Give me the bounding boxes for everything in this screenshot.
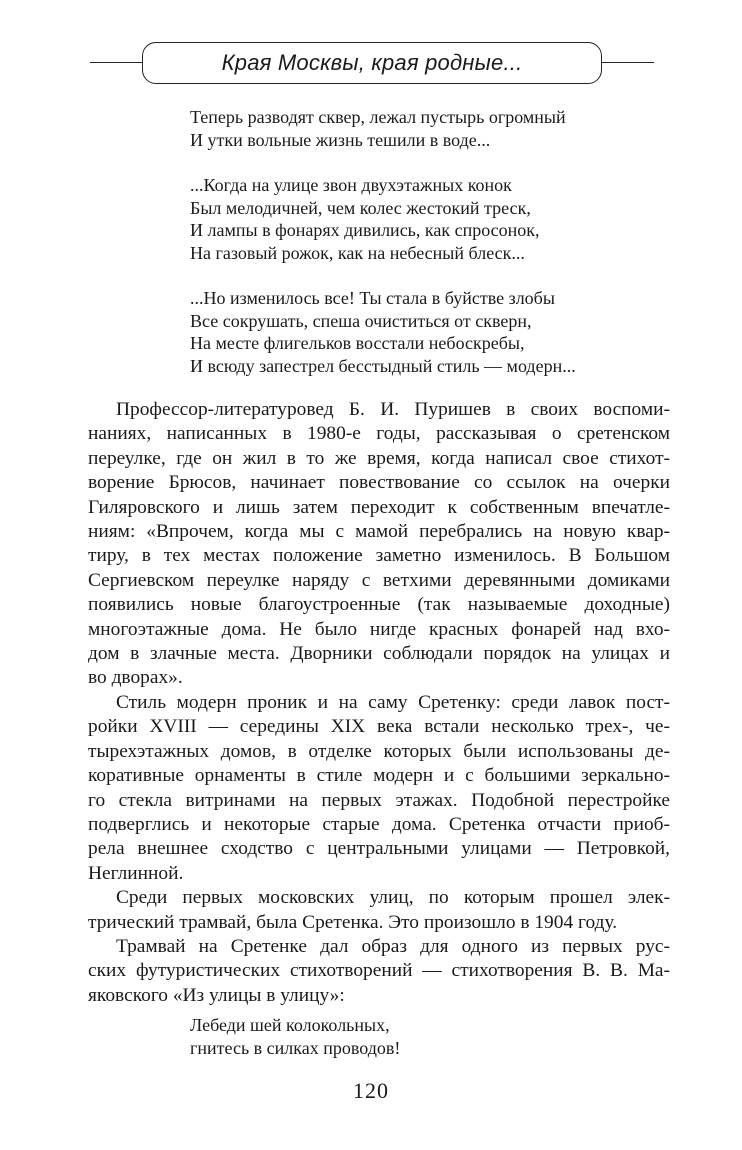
text-line: дом в злачные места. Дворники соблюдали порядок на улицах и [88,643,670,665]
paragraph [88,935,670,1008]
paragraph [88,886,670,935]
verse-stanza [190,106,576,151]
text-line: ских футуристических стихотворений — стихотворения В. В. Ма- [88,960,670,982]
verse-stanza [190,174,576,264]
text-line: трический трамвай, была Сретенка. Это произошло в 1904 году. [88,911,618,933]
verse-line: гнитесь в силках проводов! [190,1037,401,1058]
header-frame [142,42,602,84]
text-line: Среди первых московских улиц, по которым прошел элек- [116,887,670,909]
text-line: подверглись и некоторые старые дома. Сретенка отчасти приоб- [88,813,670,835]
header-title: Края Москвы, края родные... [221,50,523,75]
page-number: 120 [353,1078,389,1103]
text-line: яковского «Из улицы в улицу»: [88,984,345,1006]
text-line: го стекла витринами на первых этажах. Подобной перестройке [88,789,670,811]
text-line: Стиль модерн проник и на саму Сретенку: среди лавок пост- [116,691,670,713]
text-line: во дворах». [88,667,183,689]
text-line: Сергиевском переулке наряду с ветхими деревянными домиками [88,569,670,591]
text-line: ворение Брюсов, начинает повествование со ссылок на очерки [88,472,670,494]
text-line: появились новые благоустроенные (так называемые доходные) [88,594,670,616]
text-line: ниям: «Впрочем, когда мы с мамой перебрались на новую квар- [88,521,670,543]
text-line: коративные орнаменты в стиле модерн и с большими зеркально- [88,765,670,787]
header-rule-left [90,62,142,63]
body-text [88,398,670,1008]
verse-line: Был мелодичней, чем колес жестокий треск, [190,197,531,218]
verse-line: На газовый рожок, как на небесный блеск... [190,242,525,263]
text-line: Гиляровского и лишь затем переходит к собственным впечатле- [88,496,670,518]
verse-line: ...Но изменилось все! Ты стала в буйстве злобы [190,288,555,308]
running-header [90,42,654,84]
verse-line: ...Когда на улице звон двухэтажных конок [190,175,512,195]
header-rule-right [602,62,654,63]
text-line: Неглинной. [88,862,184,884]
verse-excerpt [190,106,576,377]
text-line: многоэтажные дома. Не было нигде красных фонарей над вхо- [88,618,670,640]
text-line: ройки XVIII — середины XIX века встали несколько трех-, че- [88,716,670,738]
text-line: наниях, написанных в 1980-е годы, рассказывая о сретенском [88,423,670,445]
text-line: переулке, где он жил в то же время, когда написал свое стихот- [88,447,670,469]
verse-line: Все сокрушать, спеша очиститься от скверн, [190,310,532,331]
verse-line: Лебеди шей колокольных, [190,1015,390,1035]
paragraph [88,691,670,886]
verse-line: Теперь разводят сквер, лежал пустырь огромный [190,107,566,127]
paragraph [88,398,670,691]
verse-line: И лампы в фонарях дивились, как спросонок, [190,220,540,240]
verse-line: На месте флигельков восстали небоскребы, [190,333,525,353]
text-line: тиру, в тех местах положение заметно изменилось. В Большом [88,545,670,567]
text-line: тырехэтажных домов, в отделке которых были использованы де- [88,740,670,762]
text-line: Профессор-литературовед Б. И. Пуришев в своих воспоми- [116,399,670,420]
verse-quote [190,1014,400,1059]
verse-stanza [190,287,576,377]
verse-line: И всюду запестрел бесстыдный стиль — модерн... [190,355,576,376]
text-line: рела внешнее сходство с центральными улицами — Петровкой, [88,838,670,860]
text-line: Трамвай на Сретенке дал образ для одного из первых рус- [116,935,670,957]
verse-line: И утки вольные жизнь тешили в воде... [190,129,491,150]
